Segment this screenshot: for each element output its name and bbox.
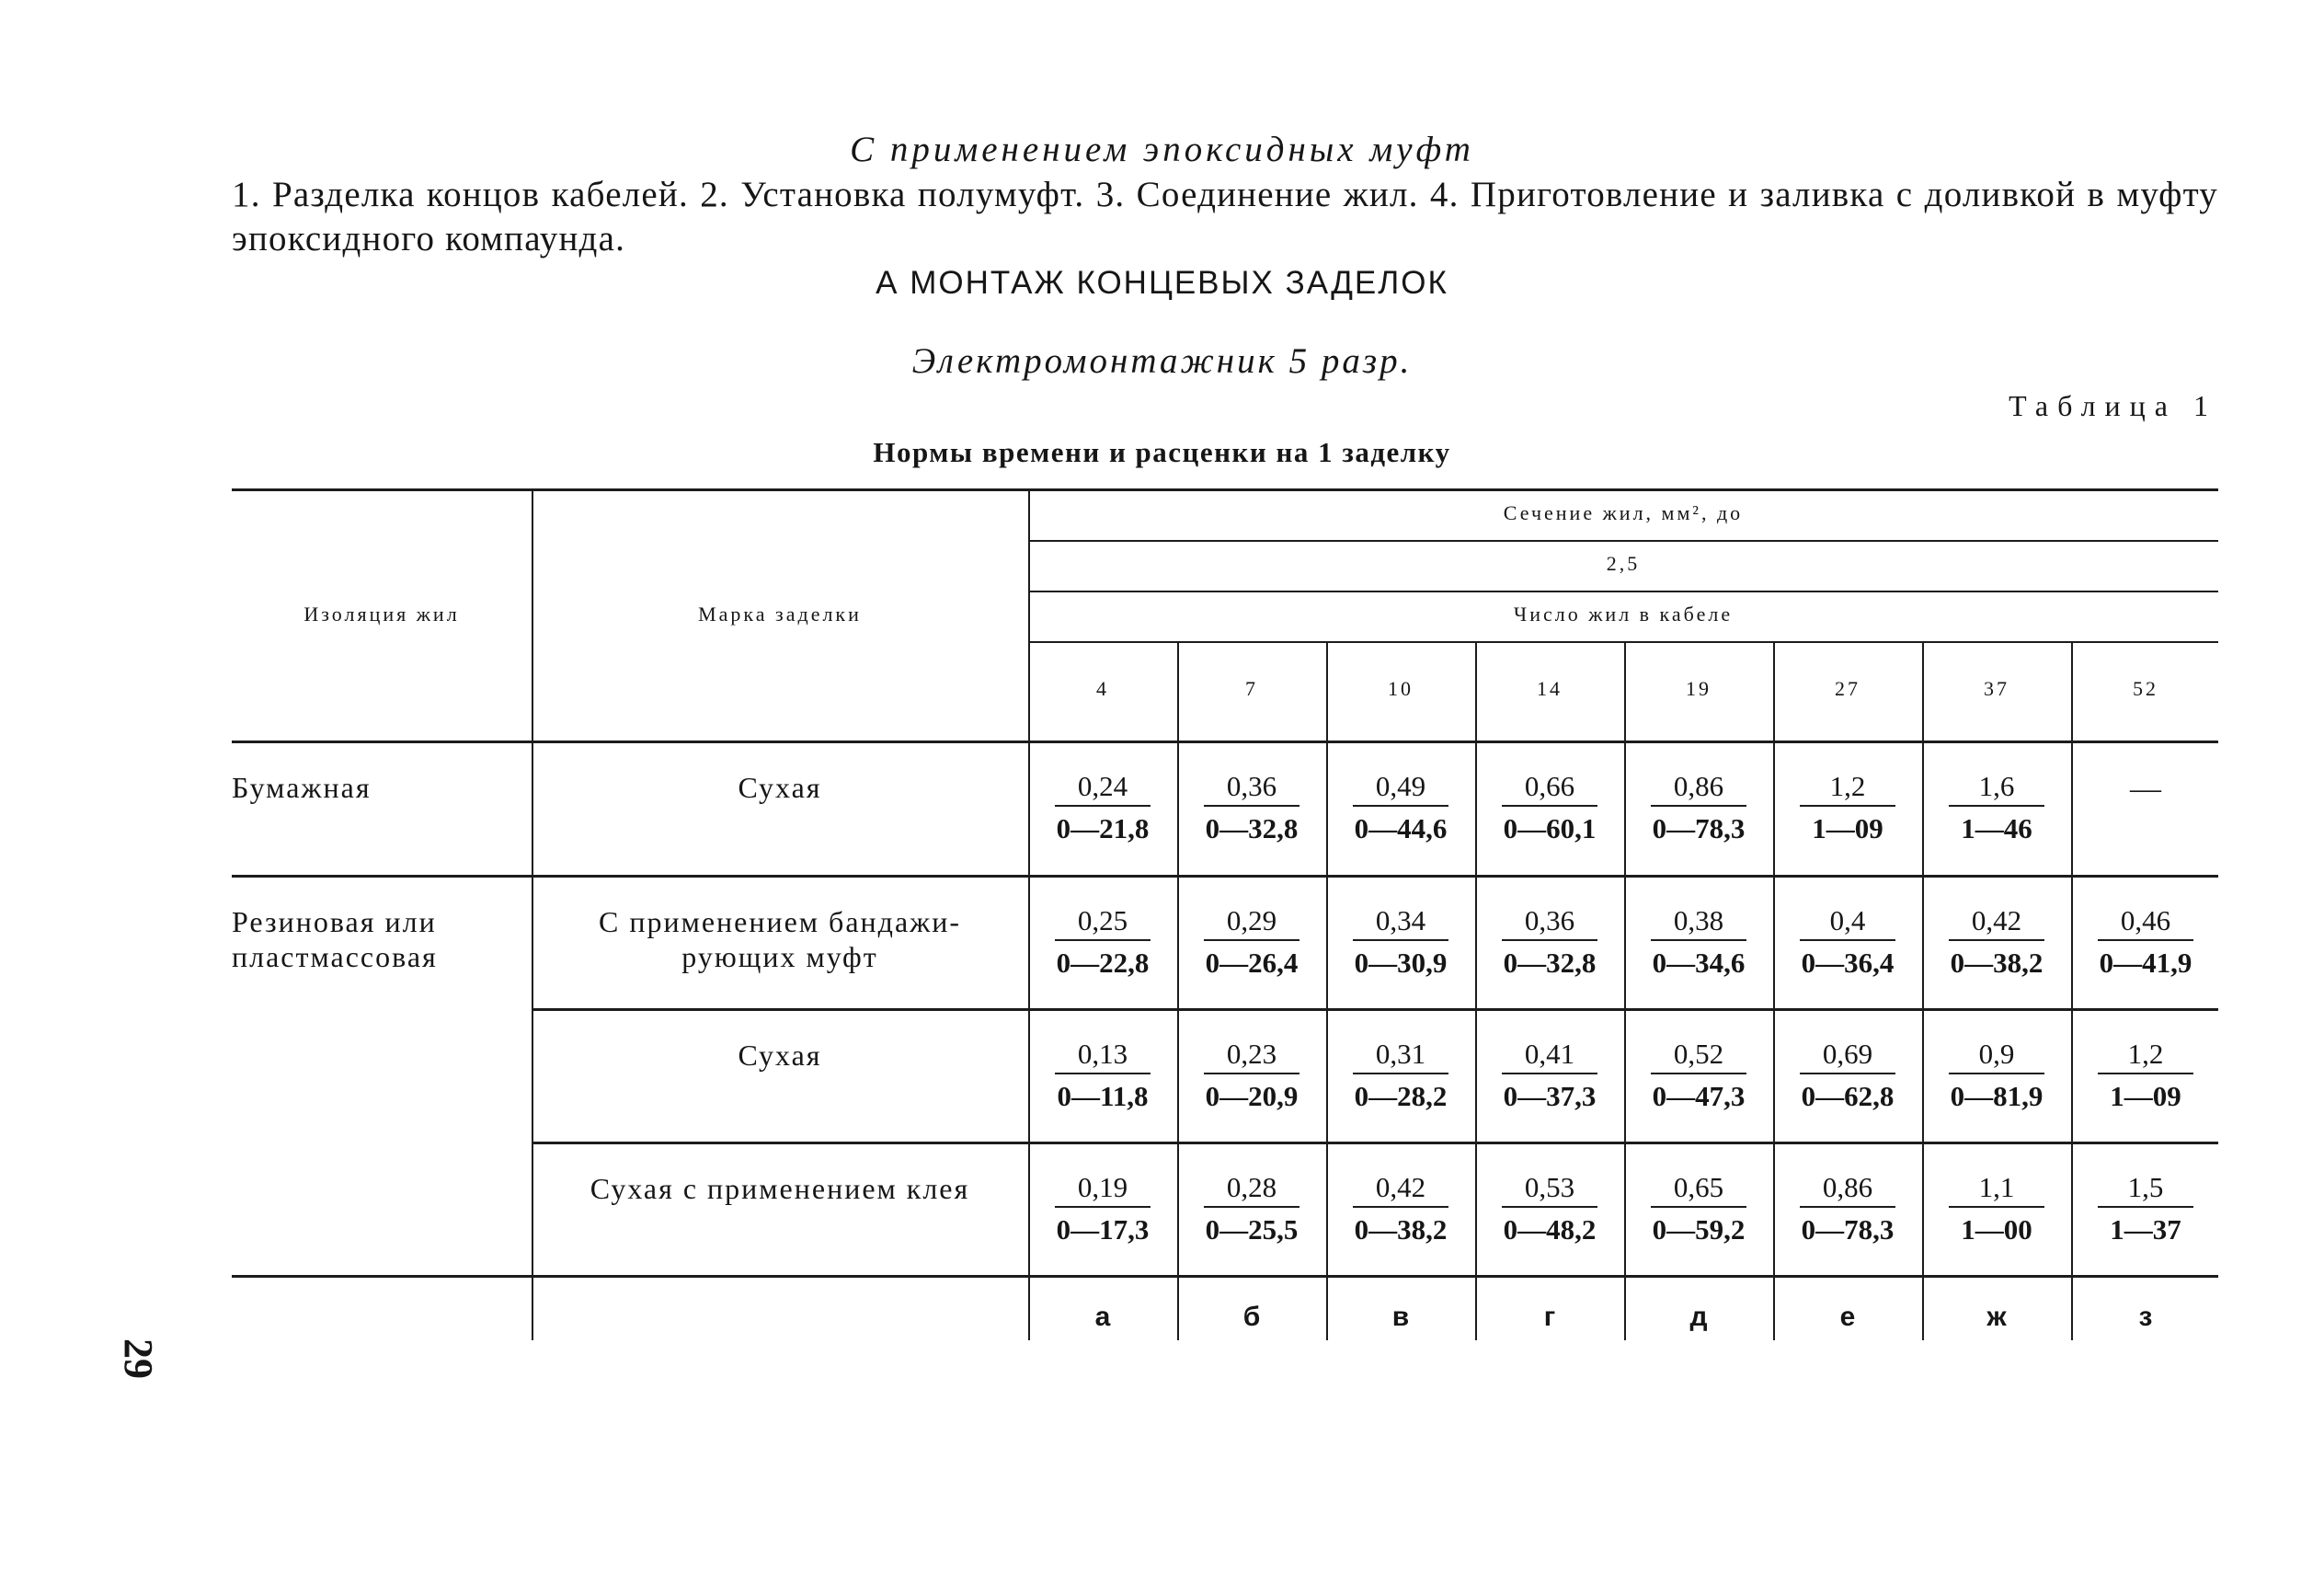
time-norm: 0,24 [1077, 770, 1128, 802]
price-rate: 1—00 [1961, 1213, 2032, 1246]
time-norm: 0,66 [1524, 770, 1575, 802]
time-norm: 1,2 [1829, 770, 1866, 802]
time-norm: 1,5 [2127, 1171, 2164, 1203]
price-rate: 0—25,5 [1205, 1213, 1299, 1246]
norm-cell [1476, 768, 1623, 847]
price-rate: 0—34,6 [1652, 947, 1746, 979]
time-norm: 0,69 [1822, 1038, 1873, 1070]
row-mark: Сухая [738, 1039, 822, 1072]
norm-cell [1327, 1036, 1474, 1115]
subsection-heading: С применением эпоксидных муфт [850, 130, 1474, 169]
norm-cell [2072, 1036, 2219, 1115]
column-key: з [2138, 1302, 2153, 1332]
price-rate: 0—47,3 [1652, 1080, 1746, 1112]
time-norm: 0,19 [1077, 1171, 1128, 1203]
norm-cell [1923, 1169, 2070, 1248]
time-norm: 0,42 [1971, 904, 2022, 936]
time-norm: 0,29 [1226, 904, 1277, 936]
norm-cell [1178, 1036, 1325, 1115]
price-rate: 0—30,9 [1354, 947, 1448, 979]
core-count-header: 10 [1388, 677, 1414, 700]
time-norm: 0,52 [1673, 1038, 1724, 1070]
price-rate: 0—26,4 [1205, 947, 1299, 979]
worker-grade: Электромонтажник 5 разр. [911, 341, 1413, 381]
header-section: Сечение жил, мм², до [1503, 501, 1744, 524]
row-rule-3 [532, 1142, 2218, 1144]
norm-cell [2072, 1169, 2219, 1248]
norm-cell [1625, 768, 1772, 847]
section-title: А МОНТАЖ КОНЦЕВЫХ ЗАДЕЛОК [876, 265, 1448, 301]
column-key: д [1689, 1302, 1708, 1332]
column-key: е [1839, 1302, 1856, 1332]
header-cores: Число жил в кабеле [1513, 603, 1734, 626]
price-rate: 0—32,8 [1503, 947, 1597, 979]
time-norm: 1,6 [1978, 770, 2015, 802]
header-mark: Марка заделки [698, 603, 862, 626]
time-norm: 0,28 [1226, 1171, 1277, 1203]
header-bottom-rule [232, 741, 2218, 743]
price-rate: 0—41,9 [2099, 947, 2192, 979]
norm-cell [1327, 768, 1474, 847]
time-norm: 0,53 [1524, 1171, 1575, 1203]
norm-cell [1178, 902, 1325, 982]
row-rule-2 [532, 1008, 2218, 1011]
norm-cell [1923, 768, 2070, 847]
table-title: Нормы времени и расценки на 1 заделку [873, 436, 1451, 468]
norm-cell [2072, 902, 2219, 982]
price-rate: 0—11,8 [1057, 1080, 1149, 1112]
header-insulation: Изоляция жил [303, 603, 460, 626]
core-count-header: 27 [1835, 677, 1860, 700]
time-norm: 0,31 [1375, 1038, 1426, 1070]
price-rate: 0—17,3 [1056, 1213, 1150, 1246]
price-rate: 0—44,6 [1354, 812, 1448, 844]
row-insulation: Резиновая или пластмассовая [232, 905, 438, 973]
column-key: ж [1986, 1302, 2007, 1332]
norm-cell [1178, 768, 1325, 847]
price-rate: 0—22,8 [1056, 947, 1150, 979]
row-mark: С применением бандажи-рующих муфт [598, 905, 962, 973]
time-norm: 1,1 [1978, 1171, 2015, 1203]
norm-cell [1625, 902, 1772, 982]
empty-cell-dash: — [2130, 772, 2161, 806]
time-norm: 0,36 [1524, 904, 1575, 936]
norm-cell [1774, 768, 1921, 847]
time-norm: 0,38 [1673, 904, 1724, 936]
norm-cell [1029, 902, 1176, 982]
price-rate: 0—32,8 [1205, 812, 1299, 844]
price-rate: 0—78,3 [1801, 1213, 1895, 1246]
time-norm: 0,36 [1226, 770, 1277, 802]
price-rate: 1—09 [2110, 1080, 2181, 1112]
header-section-value: 2,5 [1606, 552, 1641, 575]
time-norm: 0,49 [1375, 770, 1426, 802]
norm-cell [1625, 1036, 1772, 1115]
price-rate: 0—62,8 [1801, 1080, 1895, 1112]
norm-cell [1327, 902, 1474, 982]
time-norm: 0,25 [1077, 904, 1128, 936]
price-rate: 0—38,2 [1950, 947, 2044, 979]
price-rate: 0—36,4 [1801, 947, 1895, 979]
price-rate: 0—48,2 [1503, 1213, 1597, 1246]
norm-cell [1178, 1169, 1325, 1248]
price-rate: 0—81,9 [1950, 1080, 2044, 1112]
time-norm: 0,65 [1673, 1171, 1724, 1203]
time-norm: 0,46 [2120, 904, 2171, 936]
core-count-header: 7 [1245, 677, 1258, 700]
norm-cell [1029, 768, 1176, 847]
row-insulation: Бумажная [232, 771, 372, 804]
price-rate: 0—78,3 [1652, 812, 1746, 844]
price-rate: 0—59,2 [1652, 1213, 1746, 1246]
row-mark: Сухая с применением клея [590, 1172, 970, 1205]
price-rate: 0—28,2 [1354, 1080, 1448, 1112]
norm-cell [1774, 1169, 1921, 1248]
norm-cell [1029, 1036, 1176, 1115]
row-mark: Сухая [738, 771, 822, 804]
table-top-rule [232, 488, 2218, 491]
norm-cell [1029, 1169, 1176, 1248]
table-bottom-rule [232, 1275, 2218, 1278]
header-rule-1 [1028, 540, 2218, 542]
table-label: Таблица 1 [2009, 389, 2217, 422]
core-count-header: 19 [1686, 677, 1712, 700]
time-norm: 0,4 [1829, 904, 1866, 936]
column-key: а [1094, 1302, 1111, 1332]
price-rate: 0—38,2 [1354, 1213, 1448, 1246]
price-rate: 0—37,3 [1503, 1080, 1597, 1112]
norm-cell [1625, 1169, 1772, 1248]
header-rule-3 [1028, 641, 2218, 643]
core-count-header: 37 [1984, 677, 2009, 700]
page-number: 29 [116, 1338, 161, 1379]
core-count-header: 14 [1537, 677, 1563, 700]
time-norm: 1,2 [2127, 1038, 2164, 1070]
row-rule-1 [232, 875, 2218, 878]
column-key: в [1391, 1302, 1410, 1332]
operations-paragraph: 1. Разделка концов кабелей. 2. Установка полумуфт. 3. Соединение жил. 4. Приготовление и заливка с доливкой в муфту эпоксидного компаунда. [232, 175, 2218, 258]
norm-cell [1476, 1169, 1623, 1248]
norm-cell [1923, 902, 2070, 982]
price-rate: 1—37 [2110, 1213, 2181, 1246]
norm-cell [1774, 1036, 1921, 1115]
header-rule-2 [1028, 591, 2218, 592]
price-rate: 0—21,8 [1056, 812, 1150, 844]
time-norm: 0,86 [1673, 770, 1724, 802]
price-rate: 0—60,1 [1503, 812, 1597, 844]
time-norm: 0,13 [1077, 1038, 1128, 1070]
time-norm: 0,23 [1226, 1038, 1277, 1070]
time-norm: 0,34 [1375, 904, 1426, 936]
time-norm: 0,9 [1978, 1038, 2015, 1070]
time-norm: 0,41 [1524, 1038, 1575, 1070]
time-norm: 0,86 [1822, 1171, 1873, 1203]
core-count-header: 52 [2133, 677, 2158, 700]
norm-cell [1476, 902, 1623, 982]
norm-cell [1774, 902, 1921, 982]
norm-cell [1476, 1036, 1623, 1115]
price-rate: 1—09 [1812, 812, 1883, 844]
norm-cell [1327, 1169, 1474, 1248]
column-key: г [1543, 1302, 1556, 1332]
core-count-header: 4 [1096, 677, 1109, 700]
price-rate: 0—20,9 [1205, 1080, 1299, 1112]
price-rate: 1—46 [1961, 812, 2032, 844]
column-key: б [1242, 1302, 1261, 1332]
time-norm: 0,42 [1375, 1171, 1426, 1203]
norm-cell [1923, 1036, 2070, 1115]
